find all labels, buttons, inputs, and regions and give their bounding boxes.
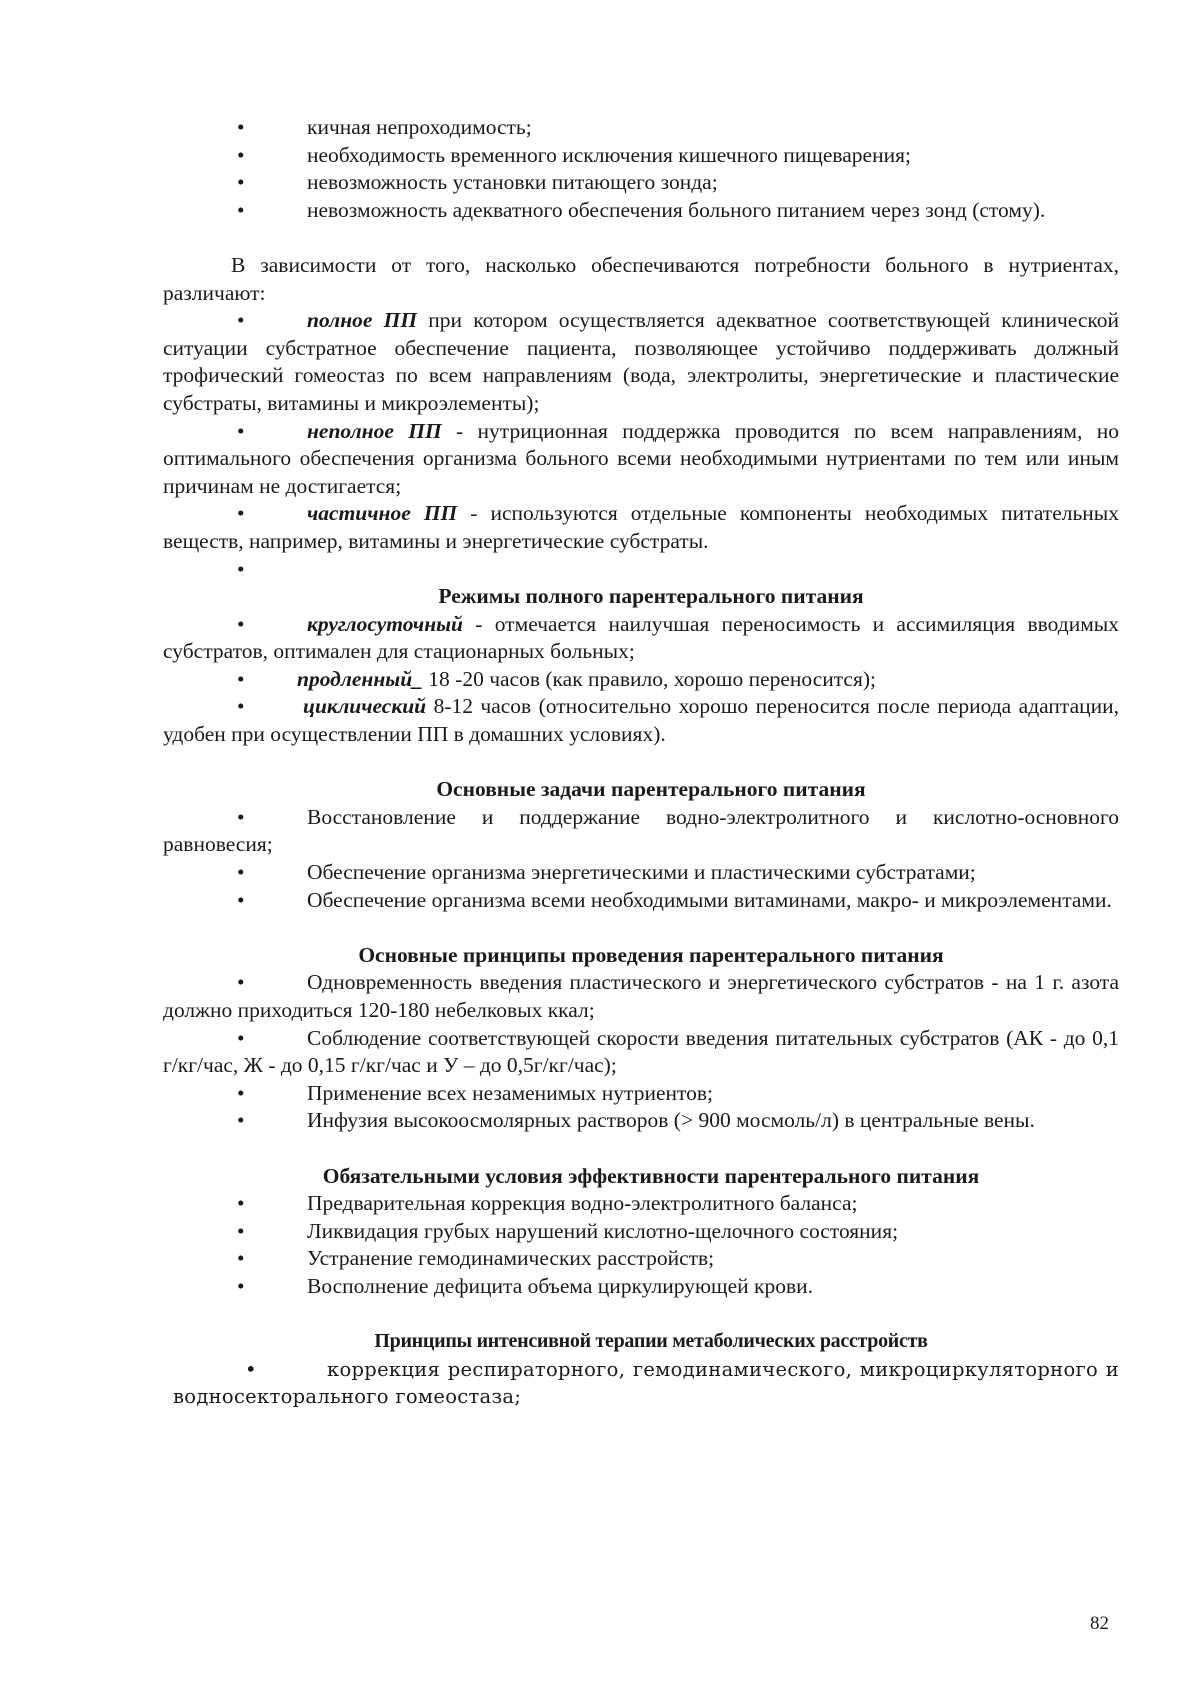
bullet-icon: • [237,694,245,719]
bullet-icon: • [237,1191,245,1216]
bullet-icon: • [237,804,245,829]
page-content [163,114,1119,1411]
term: неполное ПП [307,418,442,443]
bullet-icon: • [237,170,245,195]
bullet-icon: • [237,1246,245,1271]
section-heading: Режимы полного парентерального питания [438,584,864,609]
bullet-icon: • [237,197,245,222]
section-heading: Обязательными условия эффективности парентерального питания [322,1163,980,1188]
list-item: • Применение всех незаменимых нутриентов; [163,1080,1119,1108]
intro-paragraph: В зависимости от того, насколько обеспечиваются потребности больного в нутриентах, различают: [163,252,1119,305]
list-item: • Соблюдение соответствующей скорости введения питательных субстратов (АК - до 0,1 г/кг/час, Ж - до 0,15 г/кг/час и У – до 0,5г/кг/час); [163,1025,1119,1078]
section-heading: Основные принципы проведения парентерального питания [358,942,944,967]
bullet-icon: • [237,666,245,691]
bullet-icon: • [237,860,245,885]
bullet-icon: • [237,501,245,526]
bullet-icon: • [237,1080,245,1105]
bullet-icon: • [237,308,245,333]
bullet-icon: • [237,1218,245,1243]
list-item: • невозможность адекватного обеспечения больного питанием через зонд (стому). [163,197,1119,225]
bullet-icon: • [237,115,245,139]
bullet-icon: • [237,1025,245,1050]
list-item: • невозможность установки питающего зонда; [163,169,1119,197]
list-item: • Восполнение дефицита объема циркулирующей крови. [163,1273,1119,1301]
bullet-icon: • [237,556,245,581]
list-item: • Инфузия высокоосмолярных растворов (> 900 мосмоль/л) в центральные вены. [163,1107,1119,1135]
term: частичное ПП [307,501,458,526]
list-item: • круглосуточный - отмечается наилучшая переносимость и ассимиляция вводимых субстратов, оптимален для стационарных больных; [163,611,1119,664]
list-item: • полное ПП при котором осуществляется адекватное соответствующей клинической ситуации субстратное обеспечение пациента, позволяющее устойчиво поддерживать должный трофический гомеостаз по всем направлениям (вода, электролиты, энергетические и пластические субстраты, витамины и микроэлементы); [163,308,1119,415]
list-item: • частичное ПП - используются отдельные компоненты необходимых питательных веществ, например, витамины и энергетические субстраты. [163,501,1119,553]
page-number: 82 [1090,1613,1109,1634]
bullet-icon: • [237,418,245,443]
list-item: • Устранение гемодинамических расстройств; [163,1245,1119,1273]
list-item: • необходимость временного исключения кишечного пищеварения; [163,142,1119,170]
bullet-icon: • [237,887,245,912]
list-item: • коррекция респираторного, гемодинамического, микроциркуляторного и водносекторального гомеостаза; [173,1357,1119,1409]
section-heading: Основные задачи парентерального питания [436,777,866,802]
list-item: • неполное ПП - нутриционная поддержка проводится по всем направлениям, но оптимального обеспечения организма больного всеми необходимыми нутриентами по тем или иным причинам не достигается; [163,418,1119,498]
term: полное ПП [307,308,418,333]
bullet-icon: • [245,1357,257,1381]
bullet-icon: • [237,142,245,167]
list-item: • Обеспечение организма энергетическими и пластическими субстратами; [163,859,1119,887]
term: продленный_ [297,666,423,691]
list-item: • Ликвидация грубых нарушений кислотно-щелочного состояния; [163,1218,1119,1246]
list-item: • Одновременность введения пластического и энергетического субстратов - на 1 г. азота должно приходиться 120-180 небелковых ккал; [163,970,1119,1022]
term: круглосуточный [307,611,464,636]
bullet-icon: • [237,970,245,995]
list-item: • циклический 8-12 часов (относительно хорошо переносится после периода адаптации, удобен при осуществлении ПП в домашних условиях). [163,694,1119,747]
section-heading: Принципы интенсивной терапии метаболических расстройств [374,1330,928,1353]
term: циклический [303,694,427,719]
list-item: • Восстановление и поддержание водно-электролитного и кислотно-основного равновесия; [163,804,1119,857]
empty-list-item [163,556,1119,584]
bullet-icon: • [237,611,245,636]
bullet-icon: • [237,1108,245,1133]
list-item: • продленный_ 18 -20 часов (как правило, хорошо переносится); [163,666,1119,694]
list-item: • Обеспечение организма всеми необходимыми витаминами, макро- и микроэлементами. [163,887,1119,915]
bullet-icon: • [237,1273,245,1298]
list-item: • Предварительная коррекция водно-электролитного баланса; [163,1190,1119,1218]
list-item: • кичная непроходимость; [163,114,1119,142]
